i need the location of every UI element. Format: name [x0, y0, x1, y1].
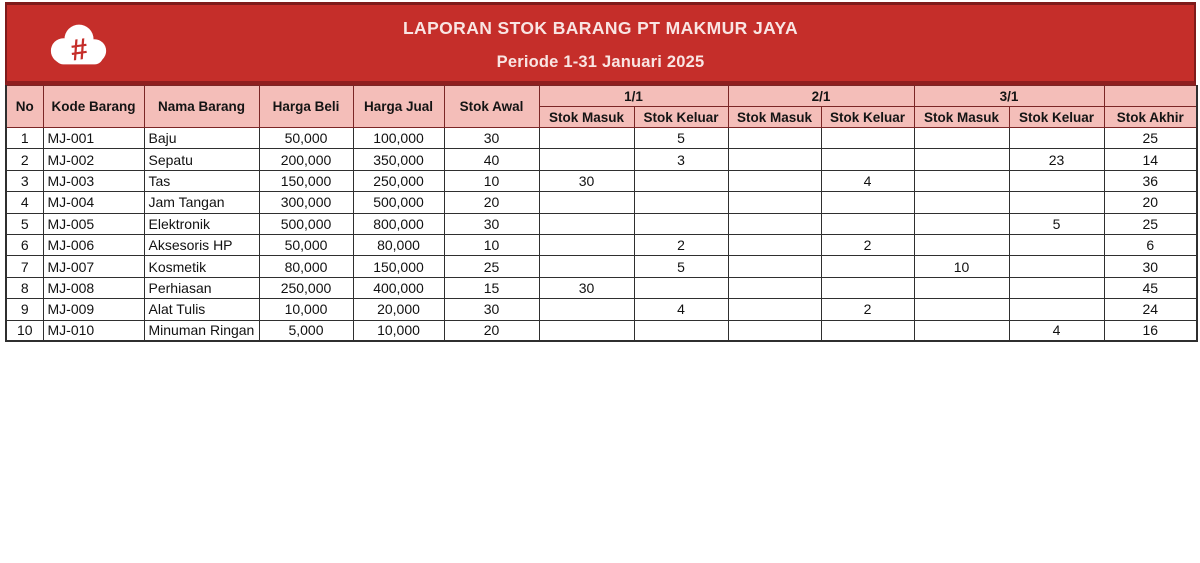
- cell-d1-stok-keluar: 2: [634, 234, 728, 255]
- cell-stok-awal: 30: [444, 213, 539, 234]
- cell-stok-akhir: 24: [1104, 299, 1197, 320]
- cell-no: 8: [6, 277, 43, 298]
- cell-d2-stok-keluar: 2: [821, 234, 914, 255]
- cell-nama-barang: Alat Tulis: [144, 299, 259, 320]
- cell-nama-barang: Jam Tangan: [144, 192, 259, 213]
- col-header-d3-stok-keluar: Stok Keluar: [1009, 107, 1104, 128]
- cell-d2-stok-keluar: [821, 149, 914, 170]
- cell-d3-stok-keluar: [1009, 128, 1104, 149]
- cell-d2-stok-masuk: [728, 299, 821, 320]
- cell-harga-jual: 500,000: [353, 192, 444, 213]
- cell-d3-stok-keluar: [1009, 256, 1104, 277]
- cell-nama-barang: Baju: [144, 128, 259, 149]
- cell-d1-stok-masuk: 30: [539, 277, 634, 298]
- cell-nama-barang: Minuman Ringan: [144, 320, 259, 341]
- col-header-d1-stok-keluar: Stok Keluar: [634, 107, 728, 128]
- cell-d2-stok-masuk: [728, 213, 821, 234]
- cell-stok-akhir: 45: [1104, 277, 1197, 298]
- cell-kode-barang: MJ-008: [43, 277, 144, 298]
- stock-table: [5, 85, 1198, 342]
- cell-d2-stok-masuk: [728, 128, 821, 149]
- cell-no: 6: [6, 234, 43, 255]
- cell-d1-stok-keluar: [634, 213, 728, 234]
- cell-stok-awal: 10: [444, 234, 539, 255]
- cell-d3-stok-masuk: [914, 213, 1009, 234]
- cell-harga-jual: 10,000: [353, 320, 444, 341]
- cell-d3-stok-masuk: 10: [914, 256, 1009, 277]
- cell-harga-jual: 250,000: [353, 170, 444, 191]
- cell-stok-awal: 30: [444, 128, 539, 149]
- cell-stok-awal: 30: [444, 299, 539, 320]
- cell-d3-stok-keluar: [1009, 192, 1104, 213]
- table-row: [6, 192, 1197, 213]
- col-header-no: No: [6, 86, 43, 128]
- cell-harga-beli: 250,000: [259, 277, 353, 298]
- cell-harga-beli: 200,000: [259, 149, 353, 170]
- cell-kode-barang: MJ-003: [43, 170, 144, 191]
- cell-d2-stok-keluar: [821, 192, 914, 213]
- cell-harga-jual: 20,000: [353, 299, 444, 320]
- cell-d1-stok-keluar: [634, 192, 728, 213]
- cell-d2-stok-masuk: [728, 170, 821, 191]
- cell-d1-stok-keluar: [634, 320, 728, 341]
- cell-harga-beli: 300,000: [259, 192, 353, 213]
- cell-d2-stok-keluar: 4: [821, 170, 914, 191]
- col-header-d1-stok-masuk: Stok Masuk: [539, 107, 634, 128]
- cell-stok-awal: 10: [444, 170, 539, 191]
- cell-no: 5: [6, 213, 43, 234]
- cell-d2-stok-masuk: [728, 256, 821, 277]
- cell-no: 9: [6, 299, 43, 320]
- cell-d3-stok-keluar: 5: [1009, 213, 1104, 234]
- cell-kode-barang: MJ-010: [43, 320, 144, 341]
- cell-no: 2: [6, 149, 43, 170]
- cell-d3-stok-masuk: [914, 170, 1009, 191]
- cell-d2-stok-masuk: [728, 320, 821, 341]
- banner-titles: [7, 5, 1194, 81]
- col-header-d3-stok-masuk: Stok Masuk: [914, 107, 1009, 128]
- cell-d3-stok-keluar: 23: [1009, 149, 1104, 170]
- cell-harga-beli: 150,000: [259, 170, 353, 191]
- col-group-date-1: 1/1: [539, 86, 728, 107]
- cell-d1-stok-masuk: [539, 128, 634, 149]
- cell-d3-stok-masuk: [914, 277, 1009, 298]
- cell-stok-akhir: 36: [1104, 170, 1197, 191]
- cell-d2-stok-keluar: 2: [821, 299, 914, 320]
- table-row: [6, 213, 1197, 234]
- report-sheet: [5, 2, 1196, 342]
- cell-stok-awal: 25: [444, 256, 539, 277]
- cell-d3-stok-keluar: 4: [1009, 320, 1104, 341]
- table-row: [6, 234, 1197, 255]
- col-header-d2-stok-masuk: Stok Masuk: [728, 107, 821, 128]
- col-group-date-2: 2/1: [728, 86, 914, 107]
- col-header-kode-barang: Kode Barang: [43, 86, 144, 128]
- cell-stok-awal: 40: [444, 149, 539, 170]
- cell-kode-barang: MJ-002: [43, 149, 144, 170]
- cell-d2-stok-masuk: [728, 277, 821, 298]
- cell-d1-stok-keluar: 5: [634, 128, 728, 149]
- cell-kode-barang: MJ-005: [43, 213, 144, 234]
- cell-stok-akhir: 25: [1104, 128, 1197, 149]
- cell-nama-barang: Kosmetik: [144, 256, 259, 277]
- cell-nama-barang: Aksesoris HP: [144, 234, 259, 255]
- col-header-harga-jual: Harga Jual: [353, 86, 444, 128]
- cell-d1-stok-keluar: [634, 170, 728, 191]
- table-row: [6, 256, 1197, 277]
- cell-d3-stok-masuk: [914, 234, 1009, 255]
- table-row: [6, 277, 1197, 298]
- cell-d3-stok-keluar: [1009, 234, 1104, 255]
- cell-harga-beli: 500,000: [259, 213, 353, 234]
- cell-harga-beli: 50,000: [259, 128, 353, 149]
- cell-stok-akhir: 30: [1104, 256, 1197, 277]
- cell-d2-stok-masuk: [728, 149, 821, 170]
- cell-no: 10: [6, 320, 43, 341]
- cell-stok-awal: 20: [444, 192, 539, 213]
- table-row: [6, 149, 1197, 170]
- col-header-stok-awal: Stok Awal: [444, 86, 539, 128]
- col-header-stok-akhir: Stok Akhir: [1104, 107, 1197, 128]
- cell-nama-barang: Elektronik: [144, 213, 259, 234]
- cell-d3-stok-keluar: [1009, 277, 1104, 298]
- cell-stok-awal: 15: [444, 277, 539, 298]
- table-row: [6, 128, 1197, 149]
- cell-d2-stok-keluar: [821, 256, 914, 277]
- cell-d2-stok-masuk: [728, 234, 821, 255]
- report-period: Periode 1-31 Januari 2025: [496, 53, 705, 71]
- cell-nama-barang: Perhiasan: [144, 277, 259, 298]
- cell-d1-stok-masuk: [539, 192, 634, 213]
- cell-kode-barang: MJ-001: [43, 128, 144, 149]
- table-row: [6, 170, 1197, 191]
- cell-d3-stok-masuk: [914, 149, 1009, 170]
- col-header-nama-barang: Nama Barang: [144, 86, 259, 128]
- cell-nama-barang: Sepatu: [144, 149, 259, 170]
- cell-d1-stok-masuk: [539, 234, 634, 255]
- cell-harga-jual: 350,000: [353, 149, 444, 170]
- report-title: LAPORAN STOK BARANG PT MAKMUR JAYA: [402, 18, 799, 38]
- cell-d2-stok-keluar: [821, 128, 914, 149]
- cell-d1-stok-keluar: 3: [634, 149, 728, 170]
- cell-d1-stok-masuk: 30: [539, 170, 634, 191]
- cell-d1-stok-keluar: 4: [634, 299, 728, 320]
- cell-harga-beli: 5,000: [259, 320, 353, 341]
- table-row: [6, 299, 1197, 320]
- cell-no: 3: [6, 170, 43, 191]
- cell-harga-jual: 150,000: [353, 256, 444, 277]
- cell-d3-stok-masuk: [914, 320, 1009, 341]
- report-banner: [5, 2, 1196, 85]
- cell-no: 1: [6, 128, 43, 149]
- cell-kode-barang: MJ-007: [43, 256, 144, 277]
- cell-d1-stok-masuk: [539, 213, 634, 234]
- cell-stok-awal: 20: [444, 320, 539, 341]
- cell-harga-beli: 50,000: [259, 234, 353, 255]
- col-header-d2-stok-keluar: Stok Keluar: [821, 107, 914, 128]
- cell-harga-jual: 800,000: [353, 213, 444, 234]
- cell-nama-barang: Tas: [144, 170, 259, 191]
- stock-table-header: [6, 86, 1197, 128]
- cell-d2-stok-masuk: [728, 192, 821, 213]
- cell-kode-barang: MJ-004: [43, 192, 144, 213]
- cell-harga-jual: 80,000: [353, 234, 444, 255]
- cell-d2-stok-keluar: [821, 277, 914, 298]
- cell-d1-stok-masuk: [539, 256, 634, 277]
- cell-stok-akhir: 14: [1104, 149, 1197, 170]
- cell-d1-stok-keluar: [634, 277, 728, 298]
- cell-harga-jual: 400,000: [353, 277, 444, 298]
- cell-d1-stok-masuk: [539, 299, 634, 320]
- cell-stok-akhir: 6: [1104, 234, 1197, 255]
- stock-table-body: [6, 128, 1197, 342]
- cell-d3-stok-masuk: [914, 128, 1009, 149]
- svg-text:#: #: [68, 32, 90, 68]
- cell-d2-stok-keluar: [821, 213, 914, 234]
- cell-kode-barang: MJ-006: [43, 234, 144, 255]
- cell-d3-stok-keluar: [1009, 170, 1104, 191]
- cell-harga-beli: 80,000: [259, 256, 353, 277]
- cell-harga-beli: 10,000: [259, 299, 353, 320]
- cell-no: 4: [6, 192, 43, 213]
- col-header-empty-corner: [1104, 86, 1197, 107]
- cell-kode-barang: MJ-009: [43, 299, 144, 320]
- cell-d1-stok-keluar: 5: [634, 256, 728, 277]
- cell-d3-stok-masuk: [914, 192, 1009, 213]
- cell-d1-stok-masuk: [539, 149, 634, 170]
- cell-stok-akhir: 20: [1104, 192, 1197, 213]
- cell-d1-stok-masuk: [539, 320, 634, 341]
- cell-stok-akhir: 16: [1104, 320, 1197, 341]
- cell-no: 7: [6, 256, 43, 277]
- cell-stok-akhir: 25: [1104, 213, 1197, 234]
- table-row: [6, 320, 1197, 341]
- col-group-date-3: 3/1: [914, 86, 1104, 107]
- col-header-harga-beli: Harga Beli: [259, 86, 353, 128]
- cell-d3-stok-keluar: [1009, 299, 1104, 320]
- cell-harga-jual: 100,000: [353, 128, 444, 149]
- header-row-groups: [6, 86, 1197, 107]
- cell-d3-stok-masuk: [914, 299, 1009, 320]
- cell-d2-stok-keluar: [821, 320, 914, 341]
